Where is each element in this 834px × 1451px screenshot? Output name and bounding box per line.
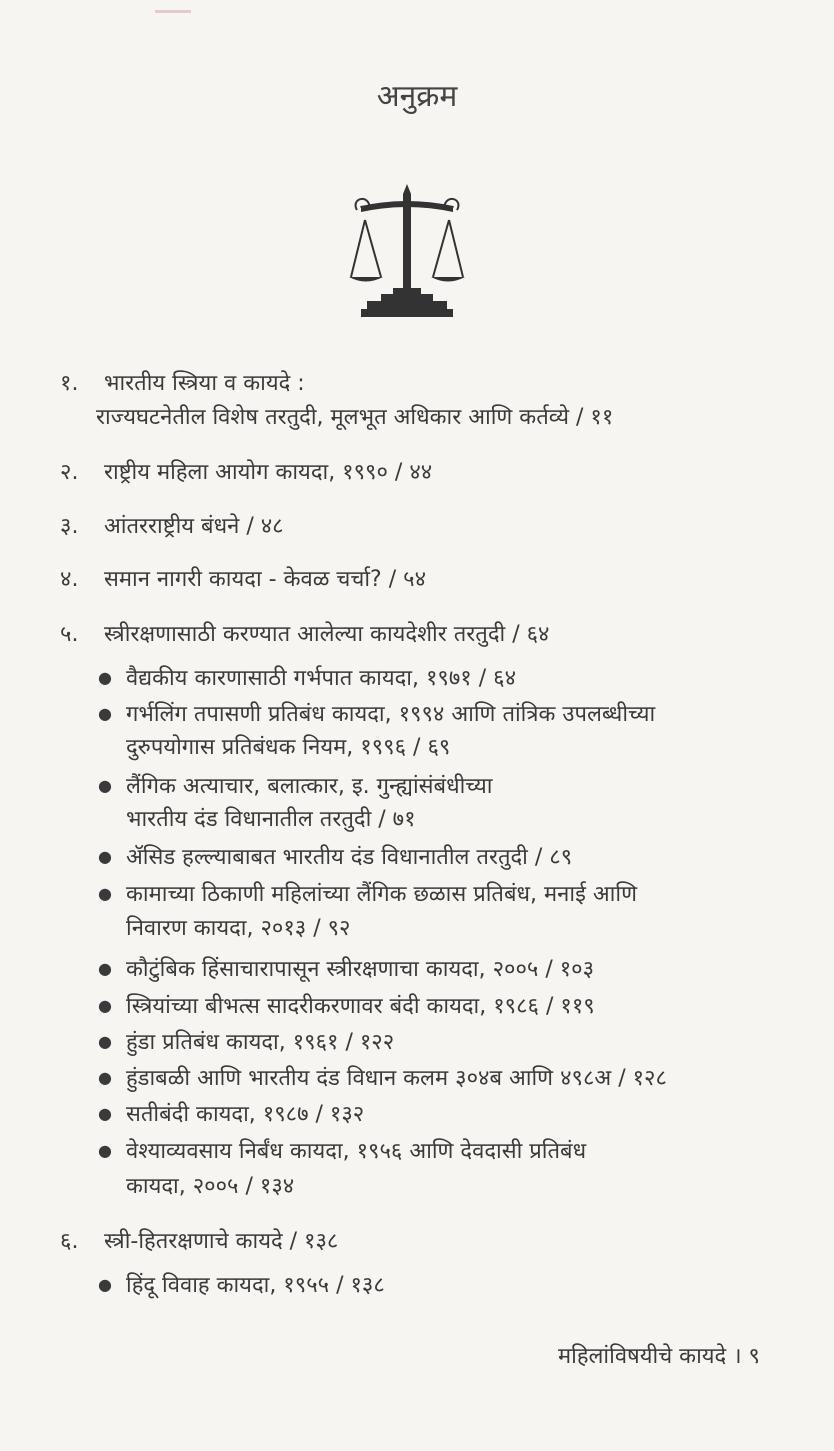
toc-subentry: ● कौटुंबिक हिंसाचारापासून स्त्रीरक्षणाचा कायदा, २००५ / १०३ [98,952,594,987]
bullet-icon: ● [98,884,112,903]
scales-of-justice-icon [347,182,467,322]
bullet-icon: ● [98,1275,112,1294]
bullet-icon: ● [98,847,112,866]
toc-entry-1: १. भारतीय स्त्रिया व कायदे : [60,371,305,396]
bullet-icon: ● [98,959,112,978]
toc-entry-2: २. राष्ट्रीय महिला आयोग कायदा, १९९० / ४४ [60,460,433,485]
bullet-icon: ● [98,1141,112,1160]
toc-subentry: ● वेश्याव्यवसाय निर्बंध कायदा, १९५६ आणि देवदासी प्रतिबंध [98,1134,586,1169]
toc-subentry-continuation: दुरुपयोगास प्रतिबंधक नियम, १९९६ / ६९ [126,735,451,760]
bullet-icon: ● [98,668,112,687]
toc-subentry: ● हिंदू विवाह कायदा, १९५५ / १३८ [98,1268,385,1303]
toc-subentry-continuation: भारतीय दंड विधानातील तरतुदी / ७१ [126,807,416,832]
toc-entry-1-continuation: राज्यघटनेतील विशेष तरतुदी, मूलभूत अधिकार आणि कर्तव्ये / ११ [96,405,614,430]
bullet-icon: ● [98,704,112,723]
toc-entry-6: ६. स्त्री-हितरक्षणाचे कायदे / १३८ [60,1229,339,1254]
toc-subentry-continuation: निवारण कायदा, २०१३ / ९२ [126,916,351,941]
toc-subentry: ● ॲसिड हल्ल्याबाबत भारतीय दंड विधानातील तरतुदी / ८९ [98,840,572,875]
toc-entry-5: ५. स्त्रीरक्षणासाठी करण्यात आलेल्या कायदेशीर तरतुदी / ६४ [60,622,550,647]
bullet-icon: ● [98,1104,112,1123]
bullet-icon: ● [98,996,112,1015]
toc-subentry: ● स्त्रियांच्या बीभत्स सादरीकरणावर बंदी कायदा, १९८६ / ११९ [98,989,595,1024]
bullet-icon: ● [98,1032,112,1051]
ink-mark [155,10,191,13]
toc-entry-4: ४. समान नागरी कायदा - केवळ चर्चा? / ५४ [60,567,427,592]
toc-subentry: ● लैंगिक अत्याचार, बलात्कार, इ. गुन्ह्यांसंबंधीच्या [98,769,492,804]
toc-subentry: ● वैद्यकीय कारणासाठी गर्भपात कायदा, १९७१ / ६४ [98,661,516,696]
toc-subentry: ● सतीबंदी कायदा, १९८७ / १३२ [98,1097,364,1132]
toc-subentry: ● कामाच्या ठिकाणी महिलांच्या लैंगिक छळास प्रतिबंध, मनाई आणि [98,877,637,912]
toc-subentry: ● हुंडाबळी आणि भारतीय दंड विधान कलम ३०४ब आणि ४९८अ / १२८ [98,1061,667,1096]
toc-subentry: ● हुंडा प्रतिबंध कायदा, १९६१ / १२२ [98,1025,394,1060]
bullet-icon: ● [98,776,112,795]
page-title: अनुक्रम [376,79,458,114]
toc-subentry: ● गर्भलिंग तपासणी प्रतिबंध कायदा, १९९४ आणि तांत्रिक उपलब्धीच्या [98,697,655,732]
bullet-icon: ● [98,1068,112,1087]
toc-entry-3: ३. आंतरराष्ट्रीय बंधने / ४८ [60,514,284,539]
page-footer: महिलांविषयीचे कायदे । ९ [557,1344,760,1369]
toc-subentry-continuation: कायदा, २००५ / १३४ [126,1174,295,1199]
